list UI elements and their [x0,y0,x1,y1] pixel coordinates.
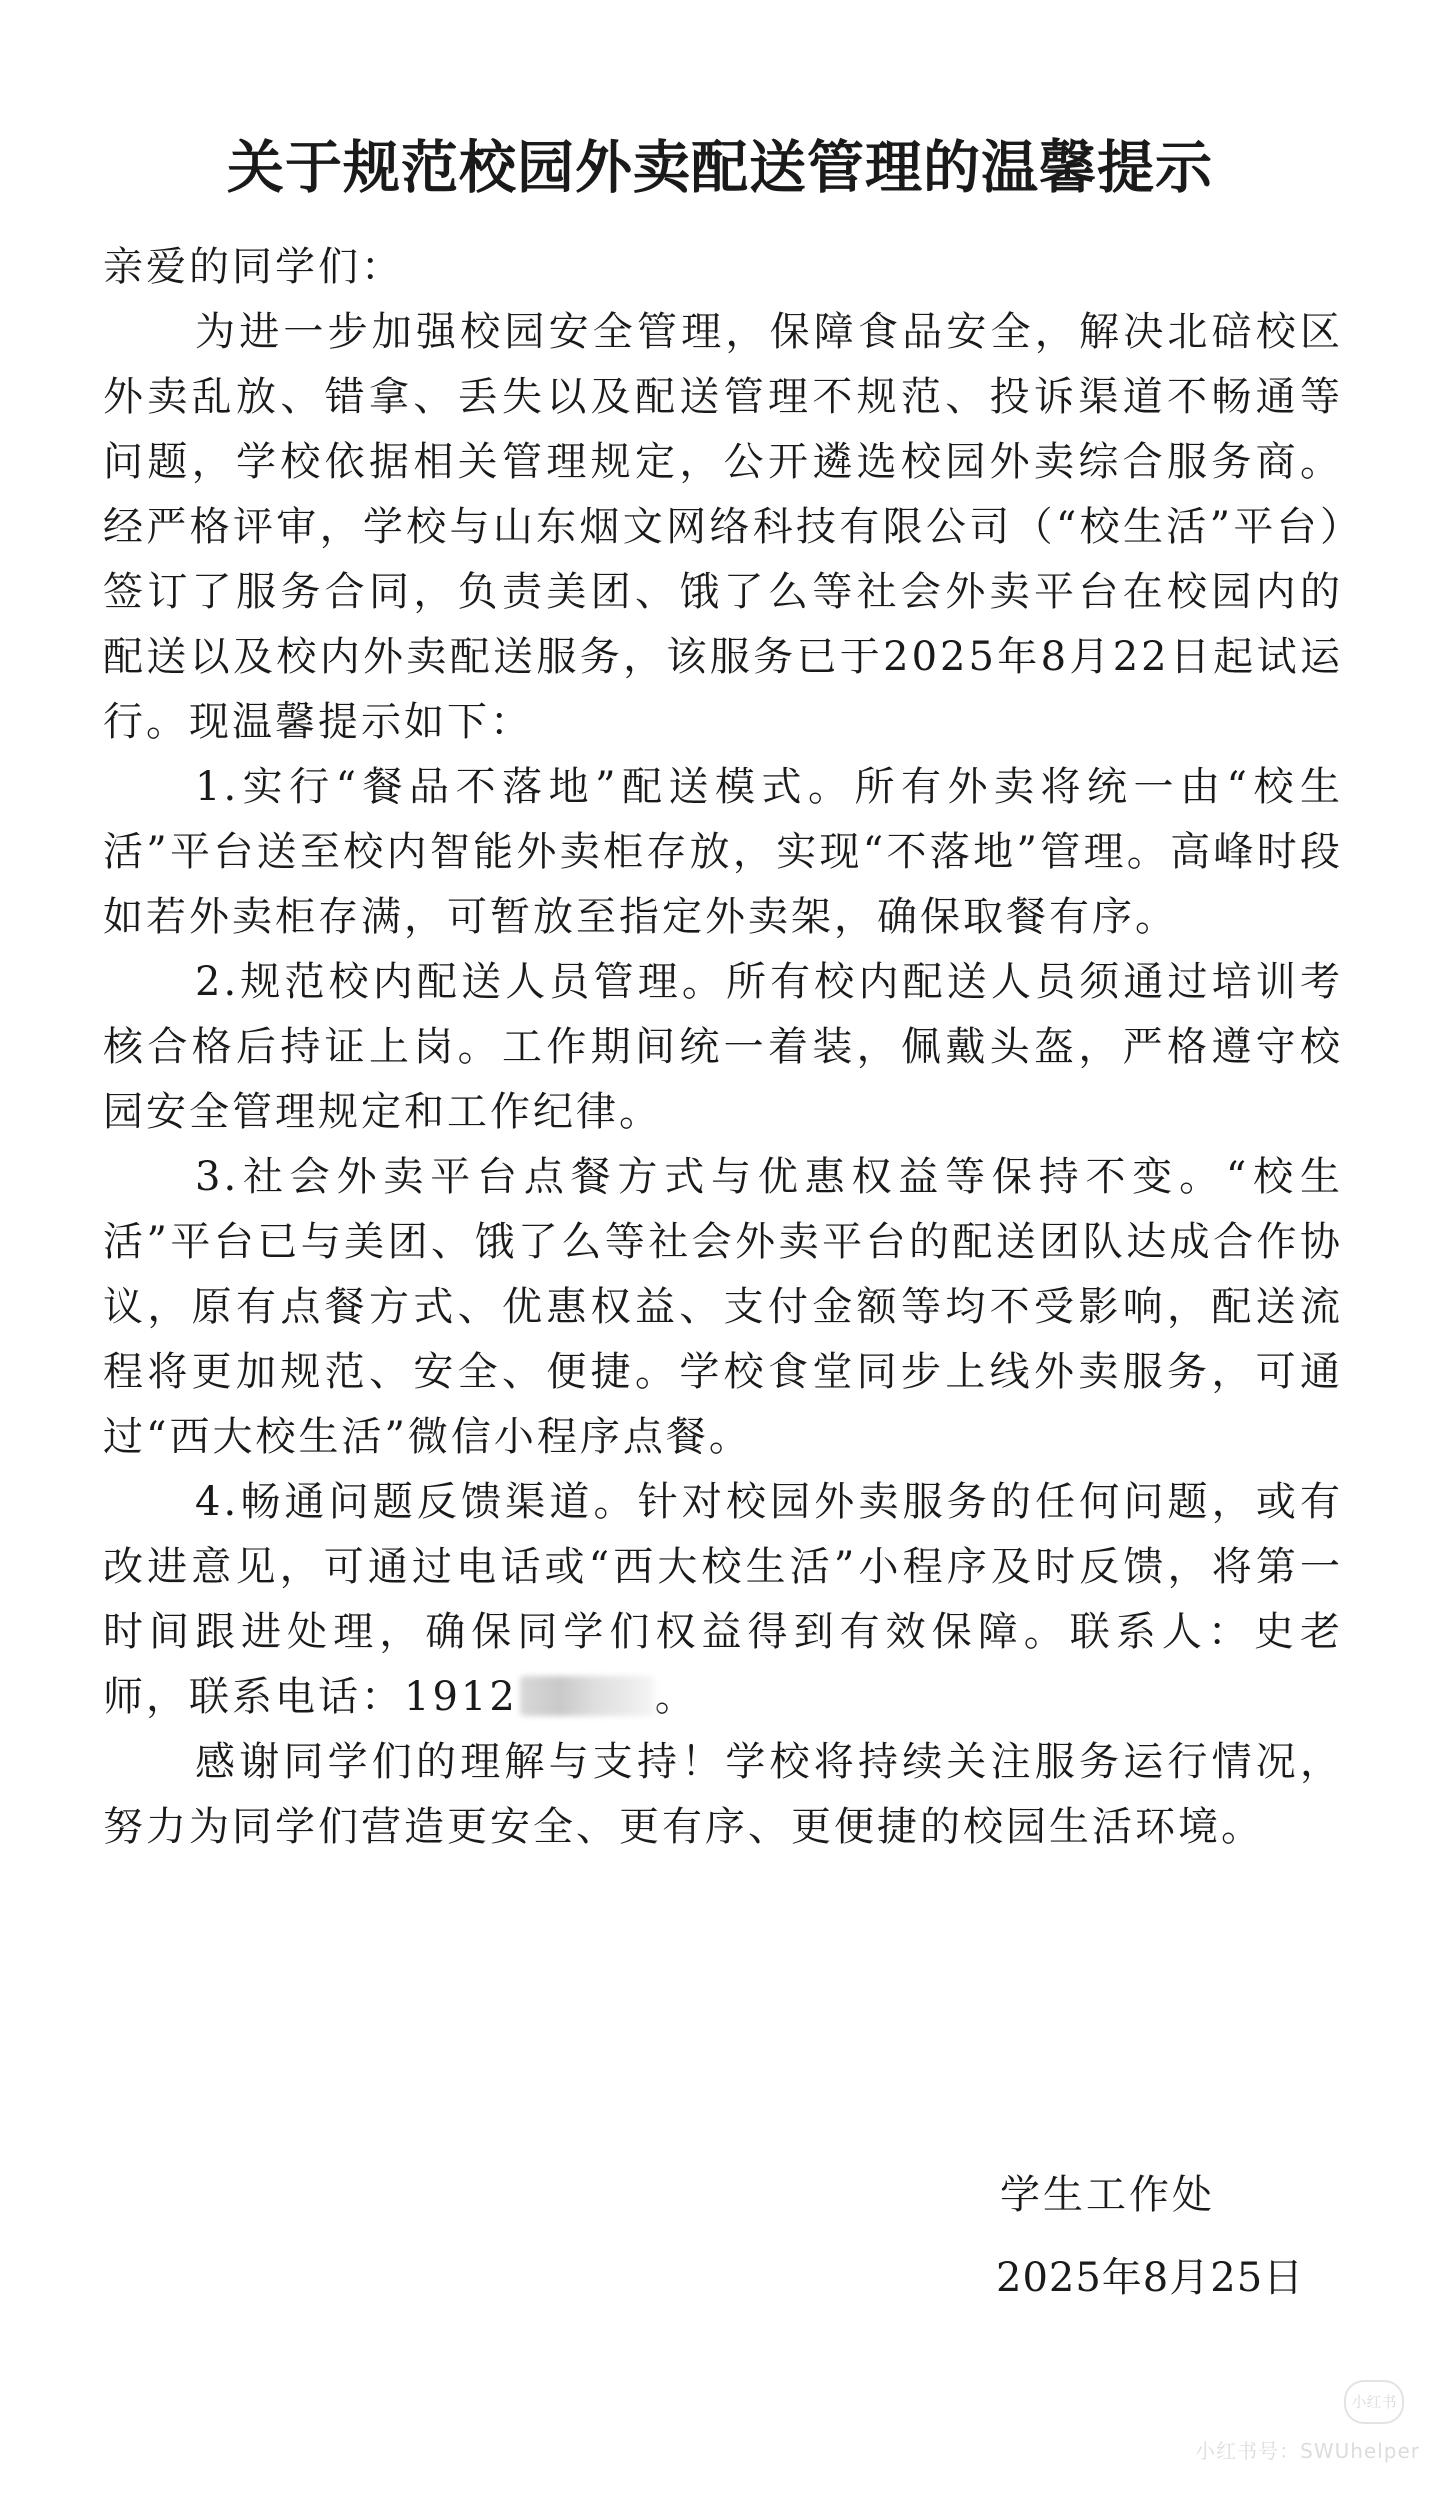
signature-date: 2025年8月25日 [996,2255,1305,2301]
paragraph-item-1: 1.实行“餐品不落地”配送模式。所有外卖将统一由“校生活”平台送至校内智能外卖柜存放，实现“不落地”管理。高峰时段如若外卖柜存满，可暂放至指定外卖架，确保取餐有序。 [103,764,1343,940]
paragraph-item-4 [103,1470,1343,1730]
watermark-text: 小红书号：SWUhelper [1195,2439,1420,2463]
paragraph-closing: 感谢同学们的理解与支持！学校将持续关注服务运行情况，努力为同学们营造更安全、更有序、更便捷的校园生活环境。 [103,1739,1343,1850]
watermark-logo: 小红书 [1344,2380,1404,2424]
paragraph-item-2: 2.规范校内配送人员管理。所有校内配送人员须通过培训考核合格后持证上岗。工作期间统一着装，佩戴头盔，严格遵守校园安全管理规定和工作纪律。 [103,959,1343,1135]
salutation: 亲爱的同学们： [103,244,404,290]
document-title: 关于规范校园外卖配送管理的温馨提示 [227,134,1213,201]
paragraph-item-4-text: 4.畅通问题反馈渠道。针对校园外卖服务的任何问题，或有改进意见，可通过电话或“西大校生活”小程序及时反馈，将第一时间跟进处理，确保同学们权益得到有效保障。联系人： [103,1479,1343,1655]
signature-office: 学生工作处 [1000,2172,1215,2218]
contact-line-suffix: 。 [654,1674,698,1720]
redacted-phone-blur [520,1676,655,1716]
paragraph-item-3: 3.社会外卖平台点餐方式与优惠权益等保持不变。“校生活”平台已与美团、饿了么等社会外卖平台的配送团队达成合作协议，原有点餐方式、优惠权益、支付金额等均不受影响，配送流程将更加规范、安全、便捷。学校食堂同步上线外卖服务，可通过“西大校生活”微信小程序点餐。 [103,1154,1343,1460]
paragraph-intro: 为进一步加强校园安全管理，保障食品安全，解决北碚校区外卖乱放、错拿、丢失以及配送管理不规范、投诉渠道不畅通等问题，学校依据相关管理规定，公开遴选校园外卖综合服务商。经严格评审，学校与山东烟文网络科技有限公司（“校生活”平台）签订了服务合同，负责美团、饿了么等社会外卖平台在校园内的配送以及校内外卖配送服务，该服务已于2025年8月22日起试运行。现温馨提示如下： [103,309,1343,745]
document-body [103,235,1343,1860]
contact-line-prefix: 史老师，联系电话：1912 [103,1609,1344,1720]
